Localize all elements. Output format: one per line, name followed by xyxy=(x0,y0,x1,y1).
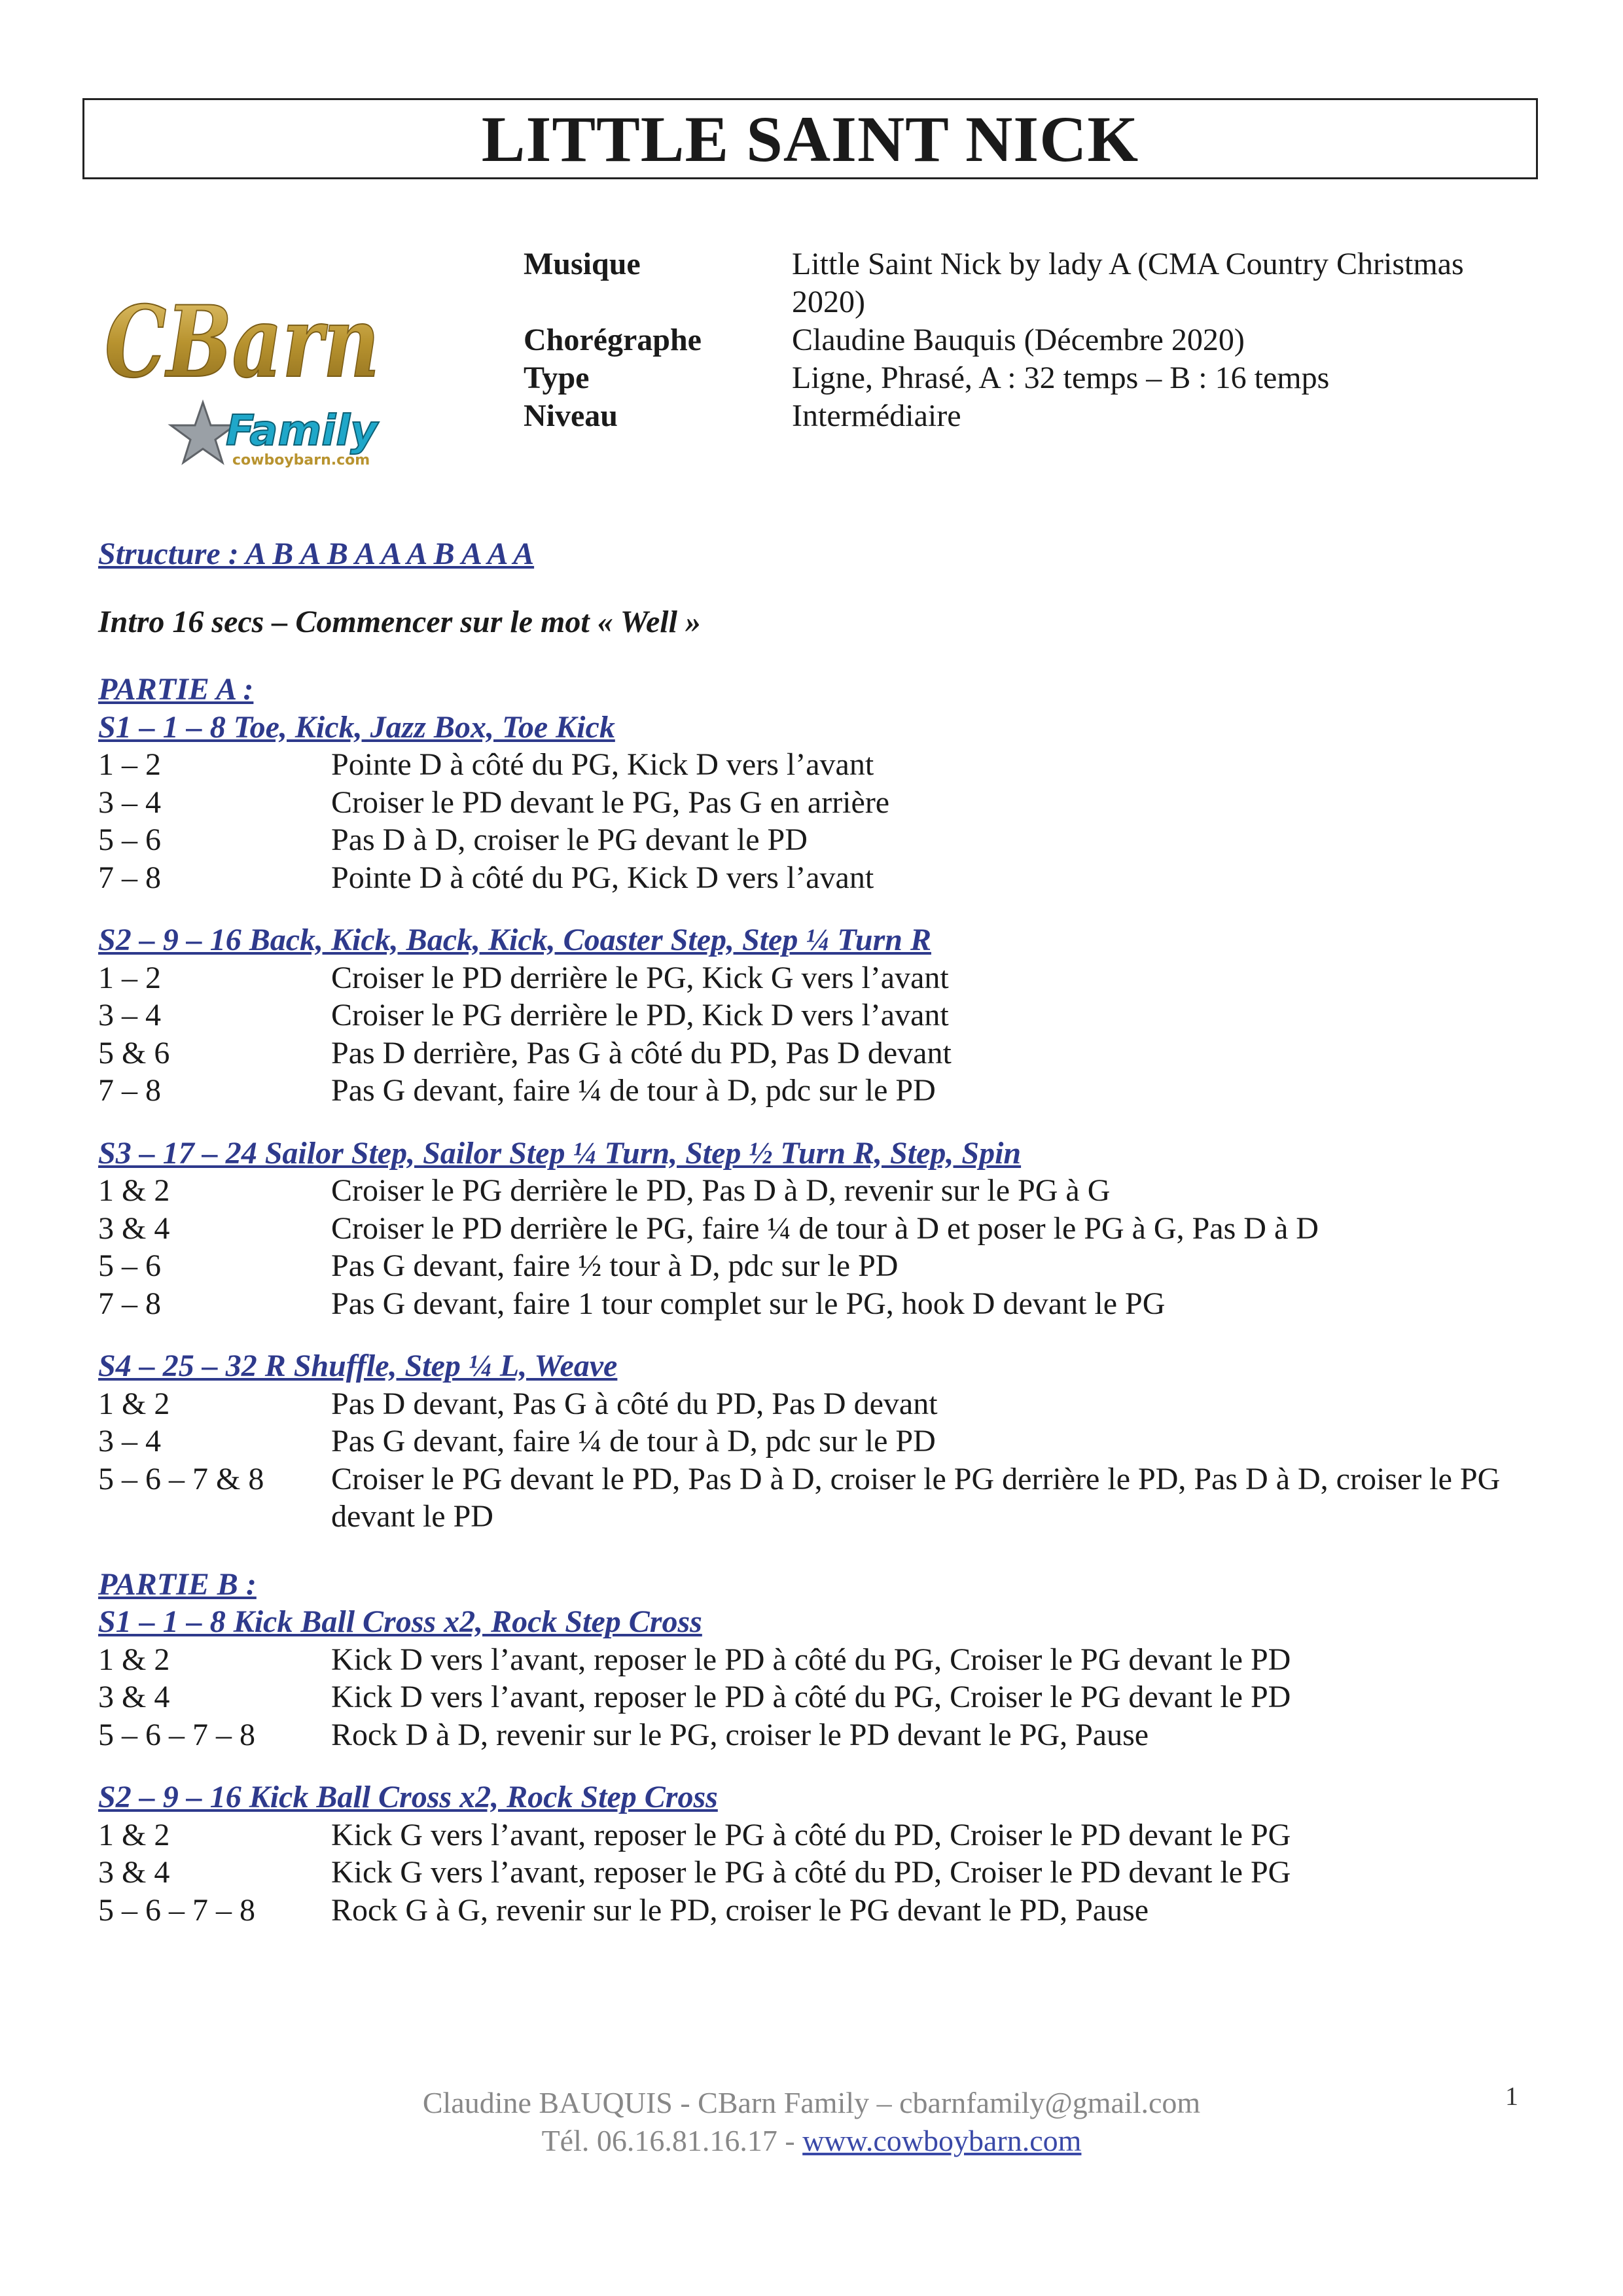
step-row xyxy=(98,1172,1544,1210)
section-title: S2 – 9 – 16 Kick Ball Cross x2, Rock Step Cross xyxy=(98,1780,718,1814)
partie-b-heading: PARTIE B : xyxy=(98,1566,257,1602)
step-count: 1 & 2 xyxy=(98,1817,170,1852)
info-value: Claudine Bauquis (Décembre 2020) xyxy=(792,323,1245,357)
info-label: Chorégraphe xyxy=(524,323,702,357)
step-row xyxy=(98,821,1544,859)
step-count: 1 & 2 xyxy=(98,1173,170,1208)
dance-info xyxy=(524,245,1544,435)
step-desc: Pas D devant, Pas G à côté du PD, Pas D devant xyxy=(331,1386,938,1421)
step-count: 5 – 6 xyxy=(98,822,161,857)
step-count: 1 & 2 xyxy=(98,1642,170,1677)
step-desc: Kick D vers l’avant, reposer le PD à côté du PG, Croiser le PG devant le PD xyxy=(331,1680,1291,1714)
step-desc: Croiser le PD derrière le PG, Kick G vers l’avant xyxy=(331,960,949,995)
step-row xyxy=(98,1247,1544,1285)
step-count: 5 – 6 – 7 – 8 xyxy=(98,1717,255,1752)
info-value: Ligne, Phrasé, A : 32 temps – B : 16 temps xyxy=(792,361,1330,395)
step-row xyxy=(98,859,1544,897)
section-title: S2 – 9 – 16 Back, Kick, Back, Kick, Coaster Step, Step ¼ Turn R xyxy=(98,923,931,957)
step-desc: Kick G vers l’avant, reposer le PG à côté du PD, Croiser le PD devant le PG xyxy=(331,1855,1291,1890)
step-count: 5 – 6 – 7 – 8 xyxy=(98,1892,255,1928)
step-row xyxy=(98,1716,1544,1754)
step-row xyxy=(98,1422,1544,1460)
step-count: 3 & 4 xyxy=(98,1210,170,1246)
step-desc: Pas D derrière, Pas G à côté du PD, Pas D devant xyxy=(331,1035,952,1070)
partie-a-heading: PARTIE A : xyxy=(98,672,254,707)
step-count: 1 & 2 xyxy=(98,1386,170,1421)
step-desc: Pas G devant, faire ¼ de tour à D, pdc sur le PD xyxy=(331,1073,936,1108)
step-desc: Pas G devant, faire 1 tour complet sur le PG, hook D devant le PG xyxy=(331,1286,1166,1321)
page-footer xyxy=(0,2084,1623,2160)
step-count: 5 – 6 – 7 & 8 xyxy=(98,1461,264,1496)
info-row-musique xyxy=(524,245,1544,321)
step-count: 1 – 2 xyxy=(98,960,161,995)
structure-line: Structure : A B A B A A A B A A A xyxy=(98,537,535,571)
stepsheet-content xyxy=(98,535,1544,1929)
footer-phone-line xyxy=(0,2122,1623,2160)
step-row xyxy=(98,1034,1544,1072)
title-box xyxy=(82,98,1538,179)
step-desc: Croiser le PG derrière le PD, Pas D à D, revenir sur le PG à G xyxy=(331,1173,1111,1208)
section-title: S1 – 1 – 8 Kick Ball Cross x2, Rock Step Cross xyxy=(98,1604,702,1639)
intro-line: Intro 16 secs – Commencer sur le mot « Well » xyxy=(98,604,701,639)
step-count: 3 & 4 xyxy=(98,1680,170,1714)
info-row-choregraphe xyxy=(524,321,1544,359)
info-value: Little Saint Nick by lady A (CMA Country Christmas 2020) xyxy=(792,247,1464,319)
step-row xyxy=(98,1385,1544,1423)
step-count: 3 – 4 xyxy=(98,998,161,1033)
footer-contact: Claudine BAUQUIS - CBarn Family – cbarnfamily@gmail.com xyxy=(422,2086,1201,2119)
step-count: 1 – 2 xyxy=(98,747,161,782)
step-row xyxy=(98,784,1544,822)
step-row xyxy=(98,1892,1544,1930)
step-desc: Rock D à D, revenir sur le PG, croiser le PD devant le PG, Pause xyxy=(331,1717,1149,1752)
step-desc: Croiser le PG derrière le PD, Kick D vers l’avant xyxy=(331,998,949,1033)
step-row xyxy=(98,746,1544,784)
cbarn-logo xyxy=(98,265,386,481)
footer-phone: Tél. 06.16.81.16.17 - xyxy=(541,2124,803,2157)
step-row xyxy=(98,1460,1544,1536)
logo-brand-text: CBarn xyxy=(105,285,380,400)
step-row xyxy=(98,997,1544,1034)
step-count: 7 – 8 xyxy=(98,1286,161,1321)
page-number: 1 xyxy=(1505,2081,1518,2111)
step-row xyxy=(98,1678,1544,1716)
step-row xyxy=(98,1641,1544,1679)
step-row xyxy=(98,1285,1544,1323)
step-row xyxy=(98,1072,1544,1110)
step-row xyxy=(98,1816,1544,1854)
info-label: Niveau xyxy=(524,398,618,433)
step-count: 5 & 6 xyxy=(98,1035,170,1070)
step-desc: Pointe D à côté du PG, Kick D vers l’avant xyxy=(331,747,874,782)
logo-url-text: cowboybarn.com xyxy=(232,452,370,468)
info-row-type xyxy=(524,359,1544,397)
website-link[interactable]: www.cowboybarn.com xyxy=(802,2124,1082,2157)
section-title: S1 – 1 – 8 Toe, Kick, Jazz Box, Toe Kick xyxy=(98,709,615,745)
step-desc: Pas D à D, croiser le PG devant le PD xyxy=(331,822,808,857)
step-desc: Pas G devant, faire ¼ de tour à D, pdc sur le PD xyxy=(331,1424,936,1458)
step-row xyxy=(98,1854,1544,1892)
step-desc: Kick G vers l’avant, reposer le PG à côté du PD, Croiser le PD devant le PG xyxy=(331,1817,1291,1852)
step-count: 3 – 4 xyxy=(98,785,161,820)
step-desc: Croiser le PD derrière le PG, faire ¼ de tour à D et poser le PG à G, Pas D à D xyxy=(331,1210,1319,1246)
info-row-niveau xyxy=(524,397,1544,435)
step-count: 7 – 8 xyxy=(98,1073,161,1108)
step-desc: Pointe D à côté du PG, Kick D vers l’avant xyxy=(331,860,874,895)
step-desc: Kick D vers l’avant, reposer le PD à côté du PG, Croiser le PG devant le PD xyxy=(331,1642,1291,1677)
step-desc: Rock G à G, revenir sur le PD, croiser le PG devant le PD, Pause xyxy=(331,1892,1149,1928)
step-row xyxy=(98,959,1544,997)
step-desc: Pas G devant, faire ½ tour à D, pdc sur le PD xyxy=(331,1248,899,1283)
info-label: Type xyxy=(524,361,590,395)
info-label: Musique xyxy=(524,247,641,281)
step-row xyxy=(98,1210,1544,1248)
logo-tagline-text: Family xyxy=(226,407,378,455)
section-title: S3 – 17 – 24 Sailor Step, Sailor Step ¼ Turn, Step ½ Turn R, Step, Spin xyxy=(98,1135,1022,1171)
step-desc: Croiser le PG devant le PD, Pas D à D, croiser le PG derrière le PD, Pas D à D, croiser le PG devant le PD xyxy=(331,1461,1501,1534)
step-desc: Croiser le PD devant le PG, Pas G en arrière xyxy=(331,785,890,820)
section-title: S4 – 25 – 32 R Shuffle, Step ¼ L, Weave xyxy=(98,1349,618,1383)
page-title: LITTLE SAINT NICK xyxy=(481,102,1139,175)
step-count: 3 & 4 xyxy=(98,1855,170,1890)
info-value: Intermédiaire xyxy=(792,398,961,433)
step-count: 5 – 6 xyxy=(98,1248,161,1283)
step-count: 3 – 4 xyxy=(98,1424,161,1458)
step-count: 7 – 8 xyxy=(98,860,161,895)
